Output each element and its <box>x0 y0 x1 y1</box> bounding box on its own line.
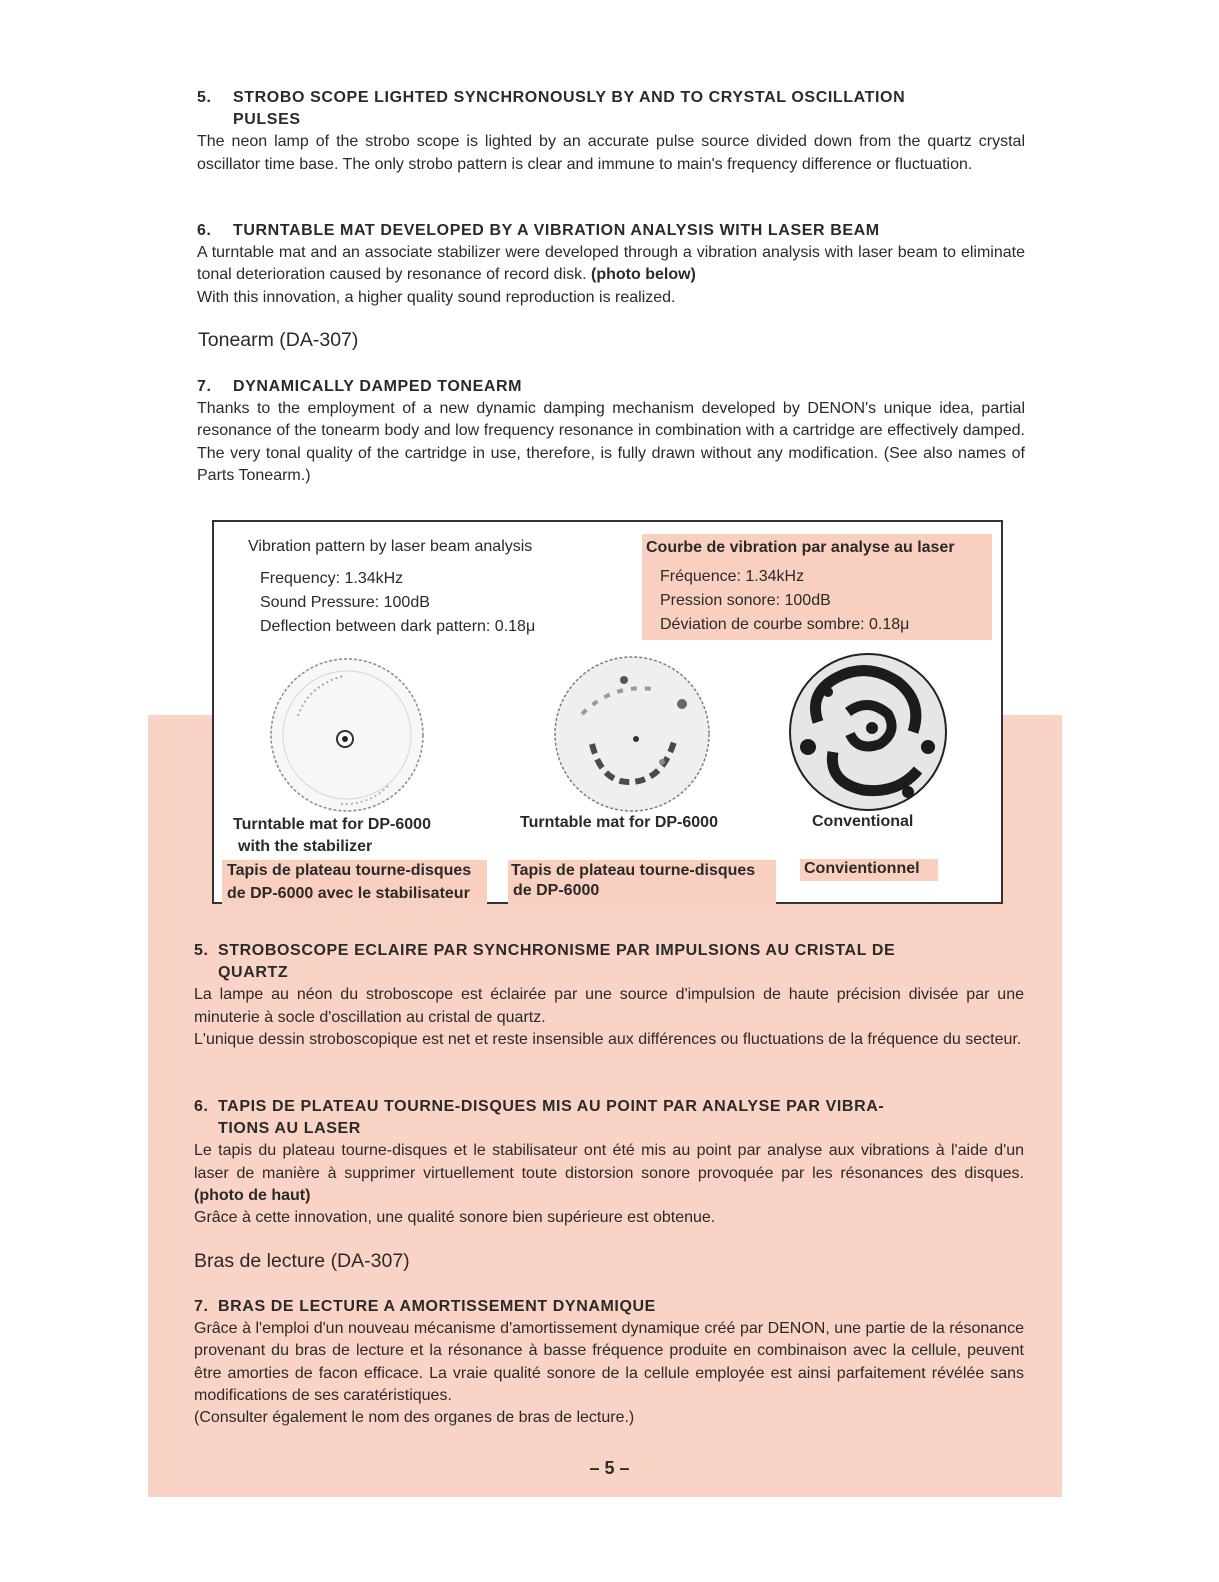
caption2-fr-line2: de DP-6000 <box>513 882 600 899</box>
caption2-en: Turntable mat for DP-6000 <box>520 814 718 831</box>
fr-section-6-body: Le tapis du plateau tourne-disques et le stabilisateur ont été mis au point par analyse aux vibrations à l'aide d'un laser de manière à supprimer virtuellement toute distorsion sonore provoquée par les résonances des disques. (photo de haut) <box>194 1142 1024 1204</box>
fr-section-6 <box>194 1096 1024 1229</box>
en-section-6-title: 6. TURNTABLE MAT DEVELOPED BY A VIBRATION ANALYSIS WITH LASER BEAM <box>197 222 880 239</box>
figure-deflection-en: Deflection between dark pattern: 0.18μ <box>260 618 536 635</box>
fr-section-5 <box>194 940 1024 1051</box>
caption1-en-line1: Turntable mat for DP-6000 <box>233 816 431 833</box>
fr-section-5-body: La lampe au néon du stroboscope est éclairée par une source d'impulsion de haute précision divisée par une minuterie à socle d'oscillation au cristal de quartz. <box>194 986 1024 1026</box>
en-section-6-body2: With this innovation, a higher quality sound reproduction is realized. <box>197 288 676 306</box>
disc-photo-dp6000 <box>552 654 712 814</box>
disc-photo-conventional <box>788 652 948 812</box>
fr-section-6-title: 6. TAPIS DE PLATEAU TOURNE-DISQUES MIS AU POINT PAR ANALYSE PAR VIBRA- <box>194 1098 885 1115</box>
figure-pressure-fr: Pression sonore: 100dB <box>660 592 831 609</box>
caption3-en: Conventional <box>812 813 914 830</box>
en-section-7 <box>197 376 1025 487</box>
en-section-7-title: 7. DYNAMICALLY DAMPED TONEARM <box>197 378 523 395</box>
disc-photo-stabilizer <box>268 656 426 814</box>
figure-pressure-en: Sound Pressure: 100dB <box>260 594 430 611</box>
en-section-5-title: 5. STROBO SCOPE LIGHTED SYNCHRONOUSLY BY AND TO CRYSTAL OSCILLATION <box>197 89 906 106</box>
figure-deflection-fr: Déviation de courbe sombre: 0.18μ <box>660 616 910 633</box>
fr-section-7-body: Grâce à l'emploi d'un nouveau mécanisme d'amortissement dynamique créé par DENON, une partie de la résonance provenant du bras de lecture et la résonance à basse fréquence produite en combinaison avec la cellule, peuvent être amorties de facon efficace. La vraie qualité sonore de la cellule employée est ainsi parfaitement révélée sans modifications de ses caratéristiques. <box>194 1320 1024 1404</box>
fr-section-5-body2: L'unique dessin stroboscopique est net et reste insensible aux différences ou fluctuations de la fréquence du secteur. <box>194 1030 1022 1048</box>
fr-section-7-body2: (Consulter également le nom des organes de bras de lecture.) <box>194 1409 635 1427</box>
fr-section-6-title-cont: TIONS AU LASER <box>218 1120 361 1138</box>
caption1-en-line2: with the stabilizer <box>238 838 373 855</box>
vibration-figure-box <box>212 520 1003 904</box>
en-section-5-body: The neon lamp of the strobo scope is lighted by an accurate pulse source divided down from the quartz crystal oscillator time base. The only strobo pattern is clear and immune to main's frequency difference or fluctuation. <box>197 133 1025 173</box>
fr-section-6-body2: Grâce à cette innovation, une qualité sonore bien supérieure est obtenue. <box>194 1209 716 1227</box>
figure-title-en: Vibration pattern by laser beam analysis <box>248 538 533 555</box>
en-section-6 <box>197 220 1025 309</box>
fr-section-5-title-cont: QUARTZ <box>218 964 289 982</box>
caption3-fr: Convientionnel <box>804 860 920 877</box>
figure-title-fr: Courbe de vibration par analyse au laser <box>646 539 955 556</box>
fr-section-7 <box>194 1296 1024 1429</box>
en-section-7-body: Thanks to the employment of a new dynamic damping mechanism developed by DENON's unique idea, partial resonance of the tonearm body and low frequency resonance in combination with a cartridge are effectively damped. The very tonal quality of the cartridge in use, therefore, is fully drawn without any modification. (See also names of Parts Tonearm.) <box>197 400 1025 484</box>
fr-section-5-title: 5. STROBOSCOPE ECLAIRE PAR SYNCHRONISME PAR IMPULSIONS AU CRISTAL DE <box>194 942 896 959</box>
en-section-5-title-cont: PULSES <box>233 111 301 129</box>
caption1-fr-line2: de DP-6000 avec le stabilisateur <box>227 885 470 902</box>
caption1-fr-line1: Tapis de plateau tourne-disques <box>227 862 472 879</box>
caption2-fr-line1: Tapis de plateau tourne-disques <box>511 862 756 879</box>
figure-frequency-fr: Fréquence: 1.34kHz <box>660 568 805 585</box>
fr-subheading-bras: Bras de lecture (DA-307) <box>194 1250 410 1272</box>
figure-frequency-en: Frequency: 1.34kHz <box>260 570 404 587</box>
en-section-6-body: A turntable mat and an associate stabilizer were developed through a vibration analysis with laser beam to eliminate tonal deterioration caused by resonance of record disk. (photo below) <box>197 244 1025 284</box>
fr-section-7-title: 7. BRAS DE LECTURE A AMORTISSEMENT DYNAMIQUE <box>194 1298 656 1315</box>
en-subheading-tonearm: Tonearm (DA-307) <box>198 329 359 351</box>
page-number: – 5 – <box>589 1458 630 1478</box>
en-section-5 <box>197 87 1025 176</box>
